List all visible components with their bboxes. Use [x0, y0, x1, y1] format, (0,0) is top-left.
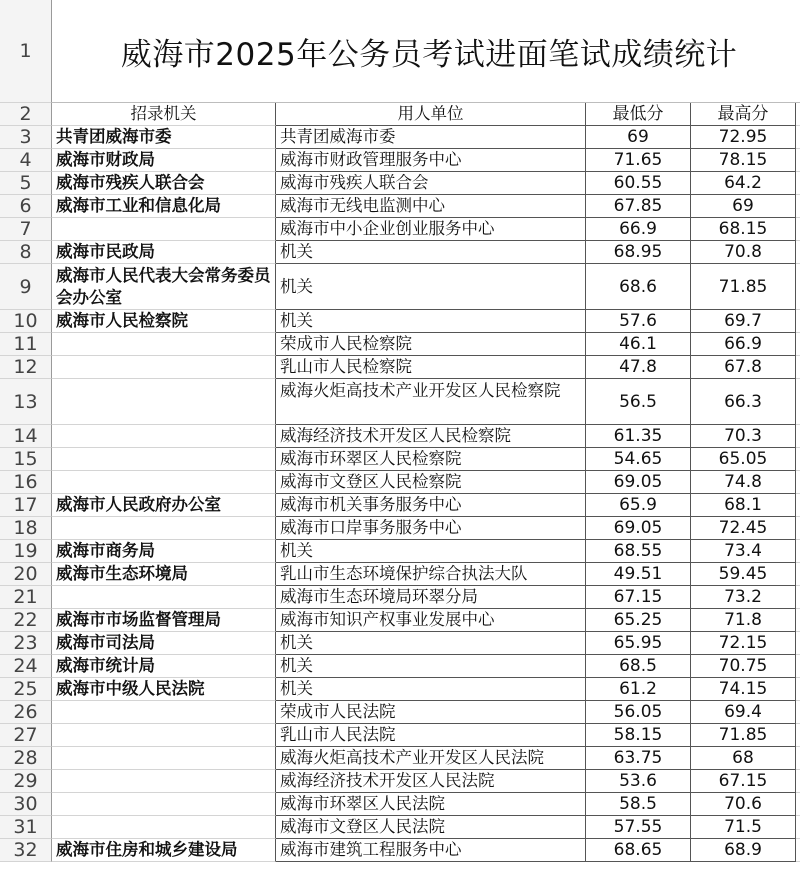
table-row [0, 195, 800, 218]
column-header-agency[interactable]: 招录机关 [52, 103, 276, 126]
row-header[interactable]: 22 [0, 609, 52, 632]
empty-cell[interactable] [796, 724, 800, 747]
unit-cell[interactable]: 威海经济技术开发区人民法院 [276, 770, 586, 793]
row-header[interactable]: 8 [0, 241, 52, 264]
min-score-cell[interactable]: 68.5 [586, 655, 691, 678]
max-score-cell[interactable]: 74.8 [691, 471, 796, 494]
table-body [0, 126, 800, 862]
max-score-cell[interactable]: 78.15 [691, 149, 796, 172]
empty-cell[interactable] [796, 793, 800, 816]
unit-cell[interactable]: 机关 [276, 241, 586, 264]
max-score-cell[interactable]: 66.9 [691, 333, 796, 356]
agency-cell[interactable]: 威海市人民检察院 [52, 310, 276, 333]
agency-cell[interactable]: 威海市统计局 [52, 655, 276, 678]
agency-cell[interactable]: 威海市市场监督管理局 [52, 609, 276, 632]
row-header[interactable]: 2 [0, 103, 52, 126]
header-row [0, 103, 800, 126]
title-row [0, 0, 800, 103]
max-score-cell[interactable]: 71.85 [691, 264, 796, 310]
agency-cell[interactable] [52, 448, 276, 471]
table-row [0, 241, 800, 264]
empty-cell[interactable] [796, 126, 800, 149]
table-row [0, 632, 800, 655]
row-header[interactable]: 30 [0, 793, 52, 816]
table-row [0, 218, 800, 241]
agency-cell[interactable] [52, 793, 276, 816]
agency-cell[interactable]: 威海市生态环境局 [52, 563, 276, 586]
min-score-cell[interactable]: 57.55 [586, 816, 691, 839]
unit-cell[interactable]: 威海火炬高技术产业开发区人民检察院 [276, 379, 586, 425]
agency-cell[interactable]: 威海市商务局 [52, 540, 276, 563]
empty-cell[interactable] [796, 517, 800, 540]
table-row [0, 678, 800, 701]
min-score-cell[interactable]: 56.05 [586, 701, 691, 724]
min-score-cell[interactable]: 69 [586, 126, 691, 149]
empty-cell[interactable] [796, 609, 800, 632]
agency-cell[interactable]: 威海市残疾人联合会 [52, 172, 276, 195]
table-row [0, 563, 800, 586]
empty-cell[interactable] [796, 149, 800, 172]
agency-cell[interactable] [52, 701, 276, 724]
min-score-cell[interactable]: 61.2 [586, 678, 691, 701]
agency-cell[interactable]: 威海市财政局 [52, 149, 276, 172]
unit-cell[interactable]: 机关 [276, 655, 586, 678]
row-header[interactable]: 10 [0, 310, 52, 333]
table-row [0, 333, 800, 356]
unit-cell[interactable]: 威海市环翠区人民法院 [276, 793, 586, 816]
empty-cell[interactable] [796, 356, 800, 379]
agency-cell[interactable]: 威海市住房和城乡建设局 [52, 839, 276, 862]
max-score-cell[interactable]: 68.15 [691, 218, 796, 241]
row-header[interactable]: 12 [0, 356, 52, 379]
max-score-cell[interactable]: 69 [691, 195, 796, 218]
max-score-cell[interactable]: 68.1 [691, 494, 796, 517]
empty-cell[interactable] [796, 655, 800, 678]
empty-cell[interactable] [796, 494, 800, 517]
row-header[interactable]: 31 [0, 816, 52, 839]
empty-cell[interactable] [796, 816, 800, 839]
unit-cell[interactable]: 威海市建筑工程服务中心 [276, 839, 586, 862]
unit-cell[interactable]: 威海市知识产权事业发展中心 [276, 609, 586, 632]
min-score-cell[interactable]: 47.8 [586, 356, 691, 379]
agency-cell[interactable]: 威海市人民代表大会常务委员会办公室 [52, 264, 276, 310]
row-header[interactable]: 19 [0, 540, 52, 563]
min-score-cell[interactable]: 63.75 [586, 747, 691, 770]
unit-cell[interactable]: 乳山市人民检察院 [276, 356, 586, 379]
agency-cell[interactable] [52, 816, 276, 839]
column-header-unit[interactable]: 用人单位 [276, 103, 586, 126]
empty-cell[interactable] [796, 471, 800, 494]
min-score-cell[interactable]: 67.15 [586, 586, 691, 609]
row-header[interactable]: 28 [0, 747, 52, 770]
unit-cell[interactable]: 荣成市人民检察院 [276, 333, 586, 356]
column-header-min-score[interactable]: 最低分 [586, 103, 691, 126]
table-row [0, 655, 800, 678]
unit-cell[interactable]: 威海市文登区人民检察院 [276, 471, 586, 494]
sheet-title[interactable]: 威海市2025年公务员考试进面笔试成绩统计 [52, 0, 800, 103]
min-score-cell[interactable]: 53.6 [586, 770, 691, 793]
min-score-cell[interactable]: 68.65 [586, 839, 691, 862]
row-header[interactable]: 7 [0, 218, 52, 241]
agency-cell[interactable] [52, 517, 276, 540]
empty-cell[interactable] [796, 103, 800, 126]
unit-cell[interactable]: 机关 [276, 264, 586, 310]
agency-cell[interactable]: 威海市人民政府办公室 [52, 494, 276, 517]
max-score-cell[interactable]: 73.2 [691, 586, 796, 609]
agency-cell[interactable]: 共青团威海市委 [52, 126, 276, 149]
row-header[interactable]: 32 [0, 839, 52, 862]
row-header[interactable]: 11 [0, 333, 52, 356]
max-score-cell[interactable]: 70.3 [691, 425, 796, 448]
max-score-cell[interactable]: 70.6 [691, 793, 796, 816]
unit-cell[interactable]: 机关 [276, 632, 586, 655]
row-header[interactable]: 15 [0, 448, 52, 471]
min-score-cell[interactable]: 56.5 [586, 379, 691, 425]
row-header[interactable]: 21 [0, 586, 52, 609]
max-score-cell[interactable]: 68 [691, 747, 796, 770]
min-score-cell[interactable]: 49.51 [586, 563, 691, 586]
agency-cell[interactable] [52, 586, 276, 609]
max-score-cell[interactable]: 59.45 [691, 563, 796, 586]
row-header[interactable]: 16 [0, 471, 52, 494]
empty-cell[interactable] [796, 701, 800, 724]
max-score-cell[interactable]: 68.9 [691, 839, 796, 862]
unit-cell[interactable]: 威海市文登区人民法院 [276, 816, 586, 839]
table-row [0, 586, 800, 609]
table-row [0, 356, 800, 379]
empty-cell[interactable] [796, 379, 800, 425]
agency-cell[interactable]: 威海市司法局 [52, 632, 276, 655]
agency-cell[interactable]: 威海市工业和信息化局 [52, 195, 276, 218]
row-header[interactable]: 23 [0, 632, 52, 655]
max-score-cell[interactable]: 69.7 [691, 310, 796, 333]
table-row [0, 494, 800, 517]
unit-cell[interactable]: 共青团威海市委 [276, 126, 586, 149]
table-row [0, 540, 800, 563]
column-header-max-score[interactable]: 最高分 [691, 103, 796, 126]
agency-cell[interactable] [52, 471, 276, 494]
unit-cell[interactable]: 威海市残疾人联合会 [276, 172, 586, 195]
table-row [0, 701, 800, 724]
min-score-cell[interactable]: 71.65 [586, 149, 691, 172]
agency-cell[interactable]: 威海市中级人民法院 [52, 678, 276, 701]
row-header[interactable]: 29 [0, 770, 52, 793]
empty-cell[interactable] [796, 563, 800, 586]
empty-cell[interactable] [796, 747, 800, 770]
row-header[interactable]: 3 [0, 126, 52, 149]
table-row [0, 172, 800, 195]
unit-cell[interactable]: 荣成市人民法院 [276, 701, 586, 724]
row-header[interactable]: 1 [0, 0, 52, 103]
agency-cell[interactable] [52, 333, 276, 356]
empty-cell[interactable] [796, 448, 800, 471]
row-header[interactable]: 9 [0, 264, 52, 310]
agency-cell[interactable] [52, 770, 276, 793]
max-score-cell[interactable]: 73.4 [691, 540, 796, 563]
table-row [0, 149, 800, 172]
row-header[interactable]: 17 [0, 494, 52, 517]
table-row [0, 747, 800, 770]
unit-cell[interactable]: 机关 [276, 310, 586, 333]
min-score-cell[interactable]: 58.5 [586, 793, 691, 816]
table-row [0, 770, 800, 793]
agency-cell[interactable] [52, 356, 276, 379]
table-row [0, 310, 800, 333]
empty-cell[interactable] [796, 241, 800, 264]
max-score-cell[interactable]: 71.5 [691, 816, 796, 839]
max-score-cell[interactable]: 67.15 [691, 770, 796, 793]
min-score-cell[interactable]: 68.6 [586, 264, 691, 310]
agency-cell[interactable] [52, 747, 276, 770]
row-header[interactable]: 25 [0, 678, 52, 701]
table-row [0, 724, 800, 747]
min-score-cell[interactable]: 46.1 [586, 333, 691, 356]
min-score-cell[interactable]: 68.55 [586, 540, 691, 563]
min-score-cell[interactable]: 61.35 [586, 425, 691, 448]
max-score-cell[interactable]: 64.2 [691, 172, 796, 195]
unit-cell[interactable]: 威海市财政管理服务中心 [276, 149, 586, 172]
unit-cell[interactable]: 乳山市人民法院 [276, 724, 586, 747]
table-row [0, 517, 800, 540]
max-score-cell[interactable]: 70.8 [691, 241, 796, 264]
min-score-cell[interactable]: 67.85 [586, 195, 691, 218]
max-score-cell[interactable]: 67.8 [691, 356, 796, 379]
max-score-cell[interactable]: 70.75 [691, 655, 796, 678]
empty-cell[interactable] [796, 172, 800, 195]
min-score-cell[interactable]: 66.9 [586, 218, 691, 241]
empty-cell[interactable] [796, 540, 800, 563]
min-score-cell[interactable]: 65.9 [586, 494, 691, 517]
row-header[interactable]: 26 [0, 701, 52, 724]
max-score-cell[interactable]: 66.3 [691, 379, 796, 425]
unit-cell[interactable]: 机关 [276, 678, 586, 701]
agency-cell[interactable] [52, 425, 276, 448]
row-header[interactable]: 20 [0, 563, 52, 586]
min-score-cell[interactable]: 69.05 [586, 517, 691, 540]
min-score-cell[interactable]: 58.15 [586, 724, 691, 747]
max-score-cell[interactable]: 69.4 [691, 701, 796, 724]
table-row [0, 816, 800, 839]
unit-cell[interactable]: 机关 [276, 540, 586, 563]
max-score-cell[interactable]: 71.8 [691, 609, 796, 632]
row-header[interactable]: 14 [0, 425, 52, 448]
table-row [0, 425, 800, 448]
agency-cell[interactable]: 威海市民政局 [52, 241, 276, 264]
max-score-cell[interactable]: 72.45 [691, 517, 796, 540]
empty-cell[interactable] [796, 310, 800, 333]
max-score-cell[interactable]: 65.05 [691, 448, 796, 471]
agency-cell[interactable] [52, 724, 276, 747]
unit-cell[interactable]: 威海经济技术开发区人民检察院 [276, 425, 586, 448]
unit-cell[interactable]: 威海市环翠区人民检察院 [276, 448, 586, 471]
min-score-cell[interactable]: 65.25 [586, 609, 691, 632]
min-score-cell[interactable]: 69.05 [586, 471, 691, 494]
unit-cell[interactable]: 威海市机关事务服务中心 [276, 494, 586, 517]
unit-cell[interactable]: 威海市生态环境局环翠分局 [276, 586, 586, 609]
empty-cell[interactable] [796, 770, 800, 793]
row-header[interactable]: 6 [0, 195, 52, 218]
unit-cell[interactable]: 威海火炬高技术产业开发区人民法院 [276, 747, 586, 770]
max-score-cell[interactable]: 72.95 [691, 126, 796, 149]
empty-cell[interactable] [796, 333, 800, 356]
empty-cell[interactable] [796, 425, 800, 448]
empty-cell[interactable] [796, 678, 800, 701]
row-header[interactable]: 4 [0, 149, 52, 172]
unit-cell[interactable]: 威海市口岸事务服务中心 [276, 517, 586, 540]
empty-cell[interactable] [796, 839, 800, 862]
empty-cell[interactable] [796, 586, 800, 609]
table-row [0, 264, 800, 310]
min-score-cell[interactable]: 57.6 [586, 310, 691, 333]
table-row [0, 839, 800, 862]
min-score-cell[interactable]: 65.95 [586, 632, 691, 655]
max-score-cell[interactable]: 72.15 [691, 632, 796, 655]
min-score-cell[interactable]: 60.55 [586, 172, 691, 195]
max-score-cell[interactable]: 74.15 [691, 678, 796, 701]
max-score-cell[interactable]: 71.85 [691, 724, 796, 747]
empty-cell[interactable] [796, 264, 800, 310]
table-row [0, 793, 800, 816]
table-row [0, 379, 800, 425]
min-score-cell[interactable]: 68.95 [586, 241, 691, 264]
table-row [0, 471, 800, 494]
row-header[interactable]: 24 [0, 655, 52, 678]
unit-cell[interactable]: 威海市中小企业创业服务中心 [276, 218, 586, 241]
empty-cell[interactable] [796, 195, 800, 218]
table-row [0, 448, 800, 471]
row-header[interactable]: 18 [0, 517, 52, 540]
unit-cell[interactable]: 乳山市生态环境保护综合执法大队 [276, 563, 586, 586]
row-header[interactable]: 27 [0, 724, 52, 747]
agency-cell[interactable] [52, 379, 276, 425]
unit-cell[interactable]: 威海市无线电监测中心 [276, 195, 586, 218]
table-row [0, 609, 800, 632]
row-header[interactable]: 5 [0, 172, 52, 195]
row-header[interactable]: 13 [0, 379, 52, 425]
agency-cell[interactable] [52, 218, 276, 241]
empty-cell[interactable] [796, 218, 800, 241]
table-row [0, 126, 800, 149]
min-score-cell[interactable]: 54.65 [586, 448, 691, 471]
empty-cell[interactable] [796, 632, 800, 655]
